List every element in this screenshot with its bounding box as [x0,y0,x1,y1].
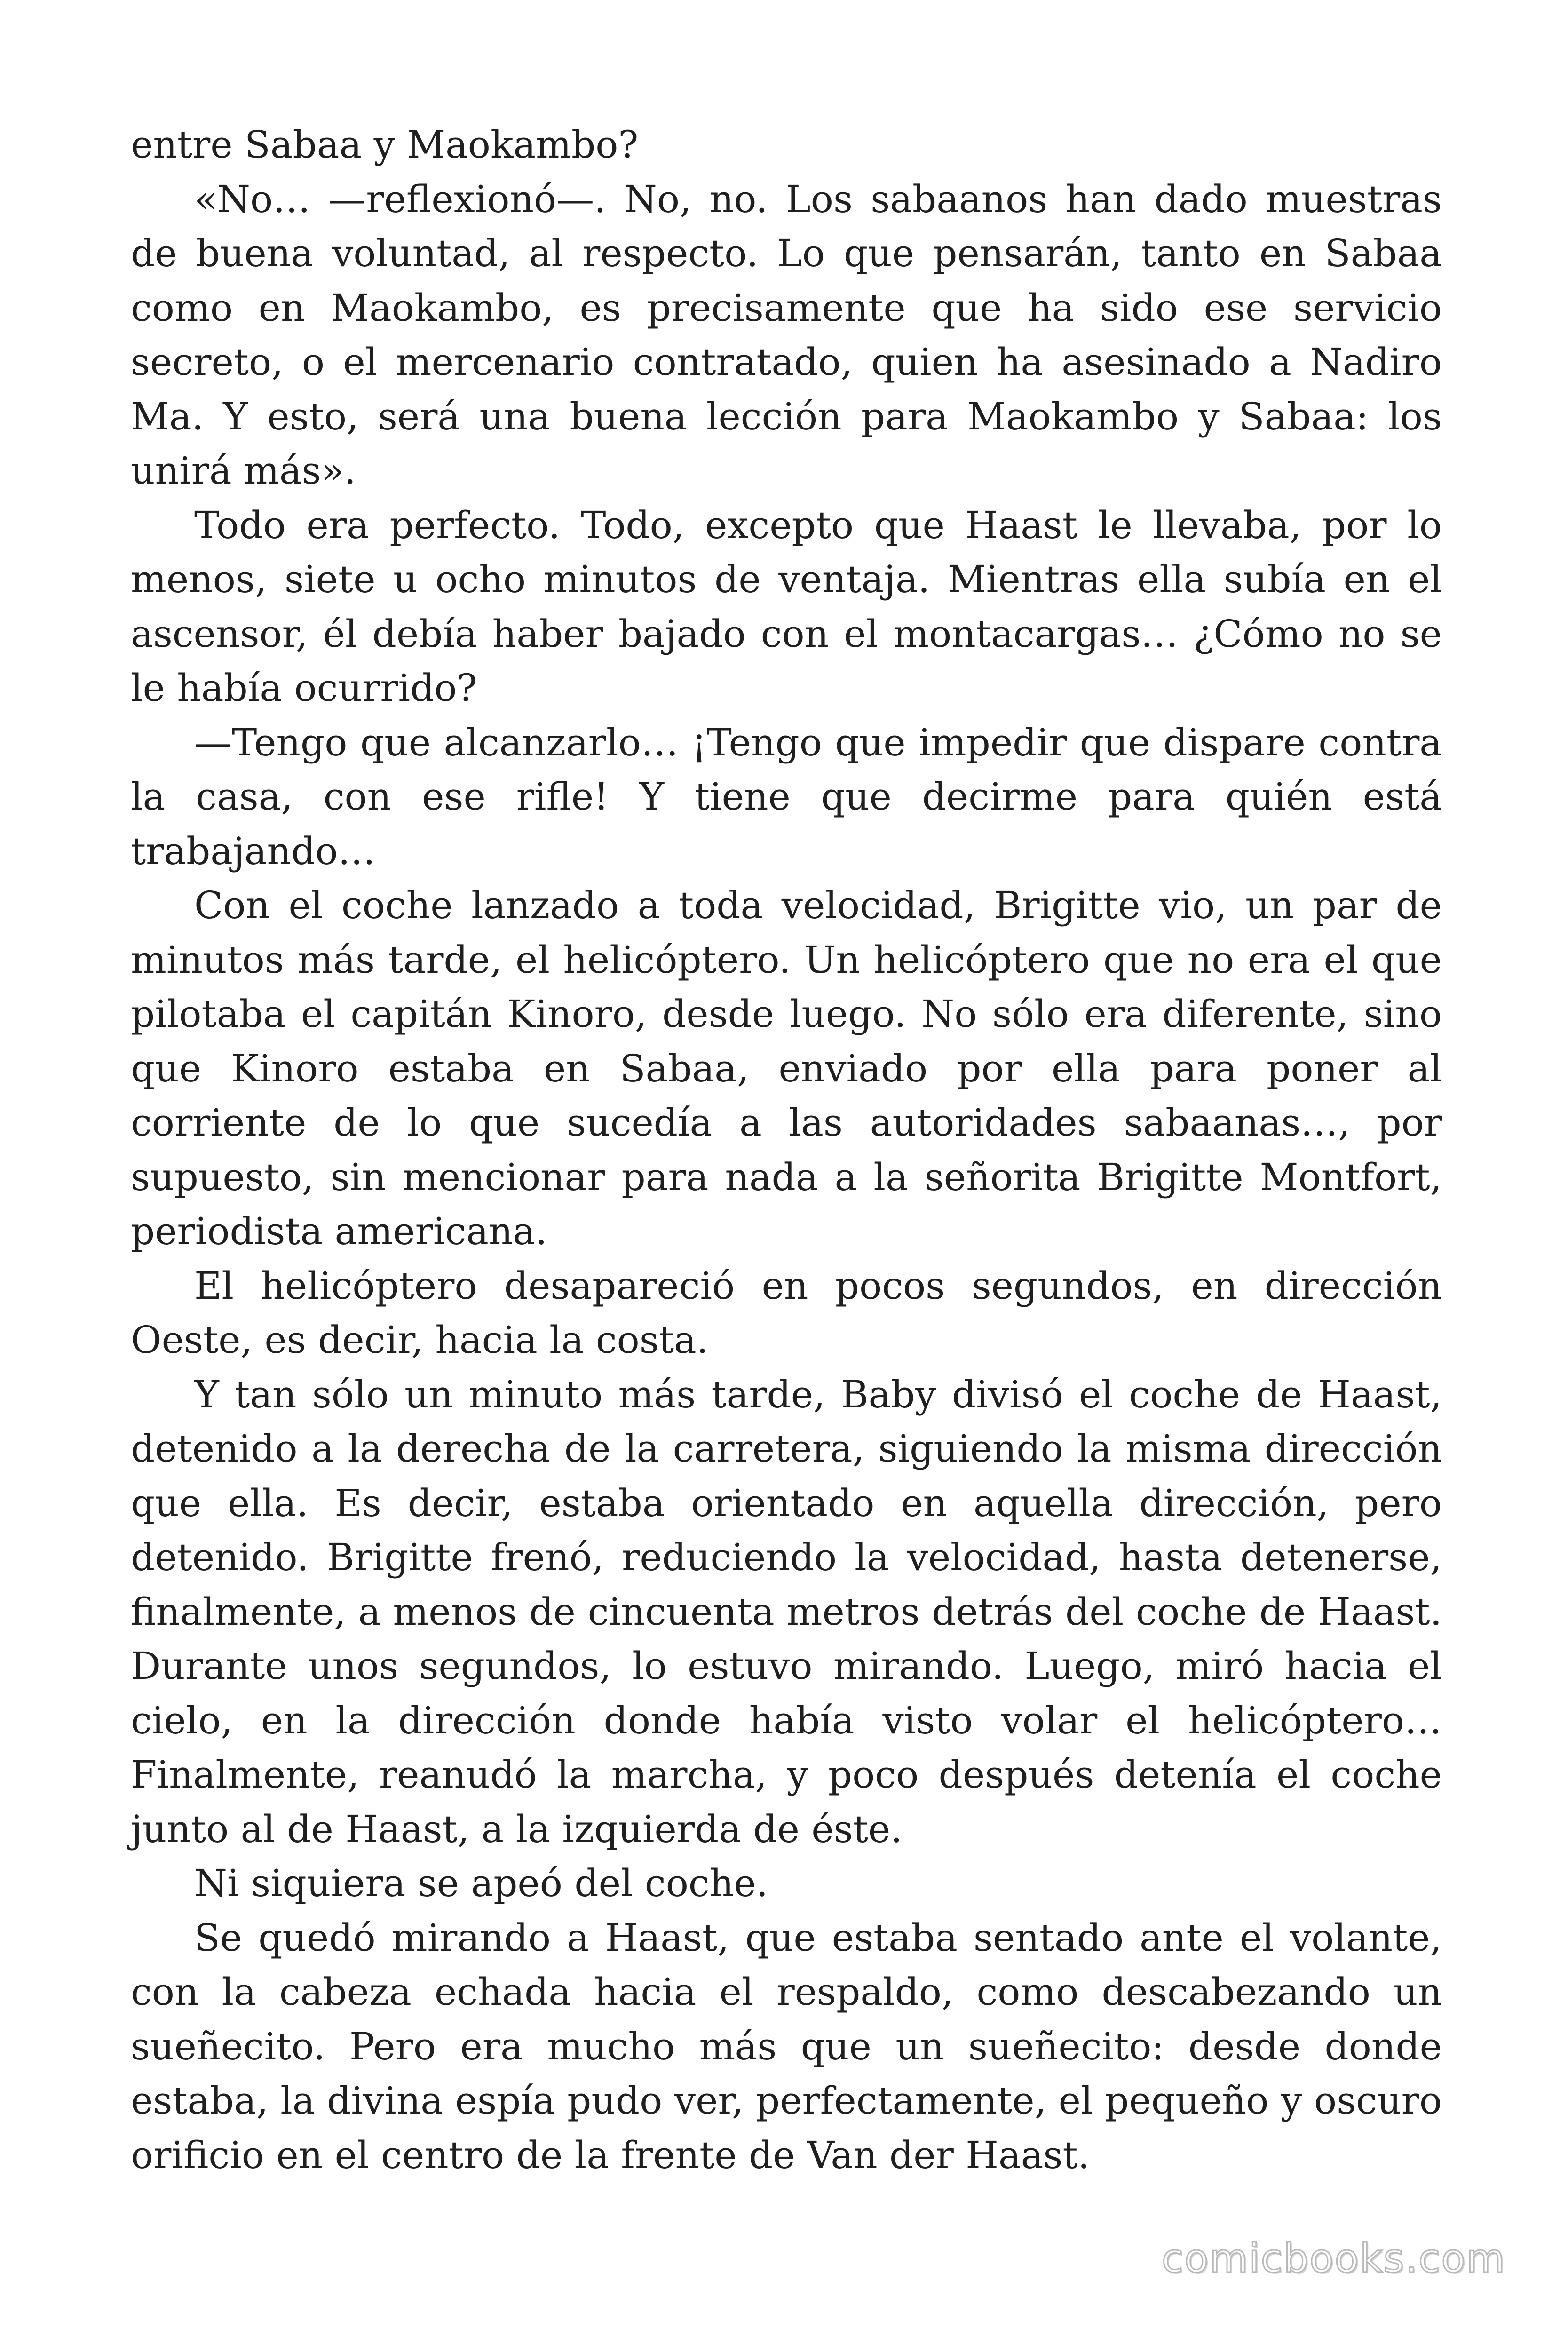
paragraph-continuation: entre Sabaa y Maokambo? [131,123,639,167]
watermark: comicbooks.com [1162,2235,1506,2281]
paragraph: Con el coche lanzado a toda velocidad, Brigitte vio, un par de minutos más tarde, el helicóptero. Un helicóptero que no era el que pilotaba el capitán Kinoro, desde luego. No sólo era diferente, sino que Kinoro estaba en Sabaa, enviado por ella para poner al corriente de lo que sucedía a las autoridades sabaanas…, por supuesto, sin mencionar para nada a la señorita Brigitte Montfort, periodista americana. [131,883,1442,1253]
page-body [131,118,1442,2182]
paragraph: El helicóptero desapareció en pocos segundos, en dirección Oeste, es decir, hacia la costa. [131,1263,1442,1362]
paragraph: Todo era perfecto. Todo, excepto que Haast le llevaba, por lo menos, siete u ocho minutos de ventaja. Mientras ella subía en el ascensor, él debía haber bajado con el montacargas… ¿Cómo no se le había ocurrido? [131,503,1442,710]
paragraph: Se quedó mirando a Haast, que estaba sentado ante el volante, con la cabeza echada hacia el respaldo, como descabezando un sueñecito. Pero era mucho más que un sueñecito: desde donde estaba, la divina espía pudo ver, perfectamente, el pequeño y oscuro orificio en el centro de la frente de Van der Haast. [131,1915,1442,2177]
paragraph: Y tan sólo un minuto más tarde, Baby divisó el coche de Haast, detenido a la derecha de la carretera, siguiendo la misma dirección que ella. Es decir, estaba orientado en aquella dirección, pero detenido. Brigitte frenó, reduciendo la velocidad, hasta detenerse, finalmente, a menos de cincuenta metros detrás del coche de Haast. Durante unos segundos, lo estuvo mirando. Luego, miró hacia el cielo, en la dirección donde había visto volar el helicóptero… Finalmente, reanudó la marcha, y poco después detenía el coche junto al de Haast, a la izquierda de éste. [131,1372,1442,1851]
paragraph: «No… —reflexionó—. No, no. Los sabaanos han dado muestras de buena voluntad, al respecto. Lo que pensarán, tanto en Sabaa como en Maokambo, es precisamente que ha sido ese servicio secreto, o el mercenario contratado, quien ha asesinado a Nadiro Ma. Y esto, será una buena lección para Maokambo y Sabaa: los unirá más». [131,177,1442,493]
paragraph: —Tengo que alcanzarlo… ¡Tengo que impedir que dispare contra la casa, con ese rifle! Y tiene que decirme para quién está trabajando… [131,720,1442,873]
paragraph: Ni siquiera se apeó del coche. [194,1861,768,1905]
